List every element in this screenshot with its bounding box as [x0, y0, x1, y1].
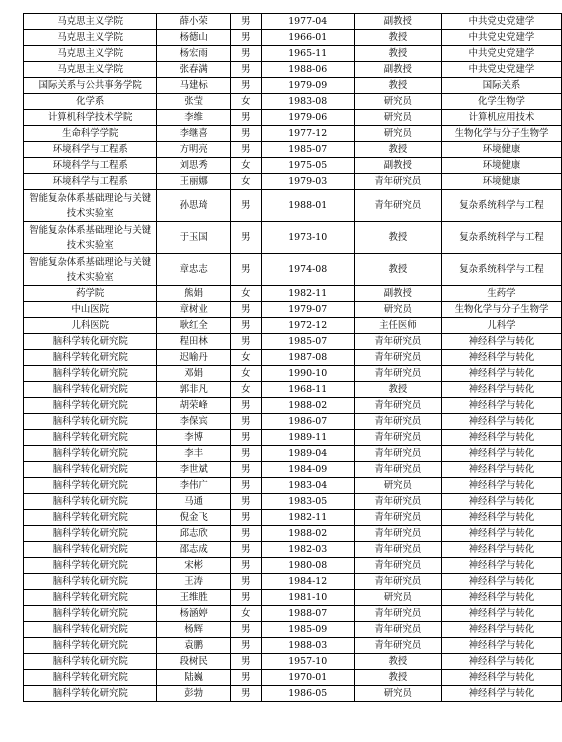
name-cell: 张莹 [157, 94, 230, 110]
gender-cell: 男 [230, 30, 261, 46]
title-cell: 研究员 [354, 94, 441, 110]
gender-cell: 男 [230, 462, 261, 478]
discipline-cell: 环境健康 [441, 174, 561, 190]
table-row [24, 286, 562, 302]
birth-date-cell: 1979-03 [261, 174, 354, 190]
discipline-cell: 生物化学与分子生物学 [441, 126, 561, 142]
name-cell: 李维 [157, 110, 230, 126]
gender-cell: 男 [230, 110, 261, 126]
title-cell: 青年研究员 [354, 542, 441, 558]
table-row [24, 478, 562, 494]
department-cell: 脑科学转化研究院 [24, 574, 157, 590]
discipline-cell: 神经科学与转化 [441, 510, 561, 526]
title-cell: 教授 [354, 382, 441, 398]
gender-cell: 男 [230, 78, 261, 94]
discipline-cell: 计算机应用技术 [441, 110, 561, 126]
department-cell: 脑科学转化研究院 [24, 382, 157, 398]
discipline-cell: 神经科学与转化 [441, 446, 561, 462]
title-cell: 青年研究员 [354, 494, 441, 510]
table-row [24, 366, 562, 382]
table-row [24, 174, 562, 190]
birth-date-cell: 1986-07 [261, 414, 354, 430]
table-row [24, 110, 562, 126]
gender-cell: 男 [230, 142, 261, 158]
discipline-cell: 中共党史党建学 [441, 46, 561, 62]
name-cell: 章树业 [157, 302, 230, 318]
name-cell: 程田林 [157, 334, 230, 350]
table-row [24, 622, 562, 638]
title-cell: 青年研究员 [354, 414, 441, 430]
birth-date-cell: 1979-09 [261, 78, 354, 94]
gender-cell: 男 [230, 190, 261, 222]
birth-date-cell: 1965-11 [261, 46, 354, 62]
birth-date-cell: 1966-01 [261, 30, 354, 46]
table-row [24, 62, 562, 78]
department-cell: 脑科学转化研究院 [24, 462, 157, 478]
discipline-cell: 神经科学与转化 [441, 334, 561, 350]
table-row [24, 654, 562, 670]
birth-date-cell: 1975-05 [261, 158, 354, 174]
department-cell: 脑科学转化研究院 [24, 446, 157, 462]
table-row [24, 78, 562, 94]
table-row [24, 574, 562, 590]
discipline-cell: 中共党史党建学 [441, 62, 561, 78]
name-cell: 方明亮 [157, 142, 230, 158]
name-cell: 袁鹏 [157, 638, 230, 654]
discipline-cell: 神经科学与转化 [441, 398, 561, 414]
table-row [24, 254, 562, 286]
title-cell: 青年研究员 [354, 622, 441, 638]
gender-cell: 男 [230, 638, 261, 654]
discipline-cell: 环境健康 [441, 158, 561, 174]
title-cell: 青年研究员 [354, 430, 441, 446]
birth-date-cell: 1957-10 [261, 654, 354, 670]
birth-date-cell: 1974-08 [261, 254, 354, 286]
department-cell: 脑科学转化研究院 [24, 542, 157, 558]
table-row [24, 318, 562, 334]
birth-date-cell: 1989-04 [261, 446, 354, 462]
gender-cell: 男 [230, 494, 261, 510]
gender-cell: 男 [230, 62, 261, 78]
title-cell: 教授 [354, 46, 441, 62]
department-cell: 脑科学转化研究院 [24, 686, 157, 702]
birth-date-cell: 1988-03 [261, 638, 354, 654]
gender-cell: 男 [230, 302, 261, 318]
discipline-cell: 神经科学与转化 [441, 478, 561, 494]
name-cell: 张春满 [157, 62, 230, 78]
department-cell: 马克思主义学院 [24, 46, 157, 62]
table-row [24, 14, 562, 30]
discipline-cell: 复杂系统科学与工程 [441, 222, 561, 254]
title-cell: 青年研究员 [354, 366, 441, 382]
name-cell: 孙思琦 [157, 190, 230, 222]
name-cell: 王维胜 [157, 590, 230, 606]
name-cell: 李世斌 [157, 462, 230, 478]
birth-date-cell: 1988-02 [261, 398, 354, 414]
discipline-cell: 神经科学与转化 [441, 686, 561, 702]
department-cell: 脑科学转化研究院 [24, 638, 157, 654]
name-cell: 耿红全 [157, 318, 230, 334]
name-cell: 李伟广 [157, 478, 230, 494]
birth-date-cell: 1970-01 [261, 670, 354, 686]
name-cell: 李保宾 [157, 414, 230, 430]
birth-date-cell: 1988-07 [261, 606, 354, 622]
name-cell: 陆巍 [157, 670, 230, 686]
gender-cell: 男 [230, 334, 261, 350]
table-row [24, 638, 562, 654]
discipline-cell: 神经科学与转化 [441, 574, 561, 590]
department-cell: 马克思主义学院 [24, 30, 157, 46]
department-cell: 脑科学转化研究院 [24, 366, 157, 382]
birth-date-cell: 1985-07 [261, 334, 354, 350]
birth-date-cell: 1984-12 [261, 574, 354, 590]
department-cell: 计算机科学技术学院 [24, 110, 157, 126]
gender-cell: 男 [230, 510, 261, 526]
discipline-cell: 神经科学与转化 [441, 558, 561, 574]
department-cell: 脑科学转化研究院 [24, 414, 157, 430]
discipline-cell: 神经科学与转化 [441, 350, 561, 366]
discipline-cell: 神经科学与转化 [441, 670, 561, 686]
birth-date-cell: 1983-08 [261, 94, 354, 110]
table-row [24, 542, 562, 558]
title-cell: 研究员 [354, 686, 441, 702]
discipline-cell: 神经科学与转化 [441, 382, 561, 398]
name-cell: 倪金飞 [157, 510, 230, 526]
table-row [24, 526, 562, 542]
birth-date-cell: 1973-10 [261, 222, 354, 254]
table-row [24, 334, 562, 350]
table-row [24, 222, 562, 254]
name-cell: 胡荣峰 [157, 398, 230, 414]
department-cell: 环境科学与工程系 [24, 158, 157, 174]
title-cell: 副教授 [354, 286, 441, 302]
birth-date-cell: 1988-01 [261, 190, 354, 222]
discipline-cell: 神经科学与转化 [441, 638, 561, 654]
birth-date-cell: 1987-08 [261, 350, 354, 366]
faculty-table [23, 13, 562, 702]
department-cell: 药学院 [24, 286, 157, 302]
table-row [24, 46, 562, 62]
gender-cell: 男 [230, 622, 261, 638]
table-row [24, 686, 562, 702]
discipline-cell: 神经科学与转化 [441, 622, 561, 638]
department-cell: 脑科学转化研究院 [24, 590, 157, 606]
discipline-cell: 生药学 [441, 286, 561, 302]
title-cell: 青年研究员 [354, 638, 441, 654]
name-cell: 马建标 [157, 78, 230, 94]
title-cell: 教授 [354, 222, 441, 254]
department-cell: 脑科学转化研究院 [24, 398, 157, 414]
department-cell: 儿科医院 [24, 318, 157, 334]
title-cell: 副教授 [354, 14, 441, 30]
name-cell: 王涛 [157, 574, 230, 590]
title-cell: 青年研究员 [354, 606, 441, 622]
table-row [24, 590, 562, 606]
gender-cell: 女 [230, 94, 261, 110]
title-cell: 副教授 [354, 62, 441, 78]
title-cell: 教授 [354, 254, 441, 286]
department-cell: 脑科学转化研究院 [24, 622, 157, 638]
department-cell: 国际关系与公共事务学院 [24, 78, 157, 94]
discipline-cell: 复杂系统科学与工程 [441, 190, 561, 222]
department-cell: 脑科学转化研究院 [24, 526, 157, 542]
discipline-cell: 神经科学与转化 [441, 654, 561, 670]
title-cell: 主任医师 [354, 318, 441, 334]
name-cell: 熊娟 [157, 286, 230, 302]
gender-cell: 男 [230, 542, 261, 558]
department-cell: 生命科学学院 [24, 126, 157, 142]
title-cell: 教授 [354, 670, 441, 686]
birth-date-cell: 1988-06 [261, 62, 354, 78]
department-cell: 脑科学转化研究院 [24, 606, 157, 622]
department-cell: 脑科学转化研究院 [24, 350, 157, 366]
table-row [24, 606, 562, 622]
table-row [24, 398, 562, 414]
gender-cell: 女 [230, 606, 261, 622]
gender-cell: 女 [230, 174, 261, 190]
title-cell: 教授 [354, 142, 441, 158]
birth-date-cell: 1983-05 [261, 494, 354, 510]
table-row [24, 670, 562, 686]
department-cell: 中山医院 [24, 302, 157, 318]
name-cell: 邓娟 [157, 366, 230, 382]
discipline-cell: 儿科学 [441, 318, 561, 334]
department-cell: 脑科学转化研究院 [24, 654, 157, 670]
table-row [24, 142, 562, 158]
title-cell: 教授 [354, 654, 441, 670]
name-cell: 彭勃 [157, 686, 230, 702]
birth-date-cell: 1977-12 [261, 126, 354, 142]
title-cell: 研究员 [354, 590, 441, 606]
discipline-cell: 神经科学与转化 [441, 590, 561, 606]
title-cell: 研究员 [354, 110, 441, 126]
gender-cell: 男 [230, 686, 261, 702]
name-cell: 迟喻丹 [157, 350, 230, 366]
gender-cell: 男 [230, 590, 261, 606]
table-row [24, 558, 562, 574]
department-cell: 脑科学转化研究院 [24, 510, 157, 526]
birth-date-cell: 1985-07 [261, 142, 354, 158]
birth-date-cell: 1983-04 [261, 478, 354, 494]
title-cell: 青年研究员 [354, 334, 441, 350]
gender-cell: 男 [230, 478, 261, 494]
name-cell: 李博 [157, 430, 230, 446]
birth-date-cell: 1968-11 [261, 382, 354, 398]
department-cell: 脑科学转化研究院 [24, 334, 157, 350]
discipline-cell: 中共党史党建学 [441, 14, 561, 30]
title-cell: 研究员 [354, 126, 441, 142]
gender-cell: 男 [230, 222, 261, 254]
discipline-cell: 神经科学与转化 [441, 606, 561, 622]
gender-cell: 男 [230, 446, 261, 462]
title-cell: 青年研究员 [354, 574, 441, 590]
department-cell: 环境科学与工程系 [24, 142, 157, 158]
table-row [24, 126, 562, 142]
table-row [24, 462, 562, 478]
title-cell: 青年研究员 [354, 526, 441, 542]
department-cell: 马克思主义学院 [24, 62, 157, 78]
name-cell: 段树民 [157, 654, 230, 670]
name-cell: 王丽娜 [157, 174, 230, 190]
title-cell: 青年研究员 [354, 510, 441, 526]
discipline-cell: 中共党史党建学 [441, 30, 561, 46]
name-cell: 于玉国 [157, 222, 230, 254]
department-cell: 化学系 [24, 94, 157, 110]
discipline-cell: 复杂系统科学与工程 [441, 254, 561, 286]
gender-cell: 男 [230, 254, 261, 286]
table-row [24, 190, 562, 222]
gender-cell: 女 [230, 382, 261, 398]
birth-date-cell: 1986-05 [261, 686, 354, 702]
name-cell: 薛小荣 [157, 14, 230, 30]
gender-cell: 女 [230, 350, 261, 366]
department-cell: 环境科学与工程系 [24, 174, 157, 190]
faculty-table-body [24, 14, 562, 702]
discipline-cell: 化学生物学 [441, 94, 561, 110]
title-cell: 教授 [354, 30, 441, 46]
title-cell: 青年研究员 [354, 350, 441, 366]
gender-cell: 女 [230, 286, 261, 302]
birth-date-cell: 1972-12 [261, 318, 354, 334]
birth-date-cell: 1981-10 [261, 590, 354, 606]
gender-cell: 男 [230, 14, 261, 30]
gender-cell: 男 [230, 670, 261, 686]
table-row [24, 446, 562, 462]
table-row [24, 30, 562, 46]
discipline-cell: 生物化学与分子生物学 [441, 302, 561, 318]
birth-date-cell: 1982-03 [261, 542, 354, 558]
gender-cell: 男 [230, 574, 261, 590]
title-cell: 研究员 [354, 302, 441, 318]
department-cell: 脑科学转化研究院 [24, 494, 157, 510]
title-cell: 教授 [354, 78, 441, 94]
discipline-cell: 神经科学与转化 [441, 414, 561, 430]
gender-cell: 男 [230, 430, 261, 446]
discipline-cell: 国际关系 [441, 78, 561, 94]
title-cell: 青年研究员 [354, 174, 441, 190]
birth-date-cell: 1977-04 [261, 14, 354, 30]
gender-cell: 男 [230, 558, 261, 574]
birth-date-cell: 1989-11 [261, 430, 354, 446]
name-cell: 杨宏雨 [157, 46, 230, 62]
name-cell: 刘思秀 [157, 158, 230, 174]
gender-cell: 男 [230, 654, 261, 670]
table-row [24, 510, 562, 526]
table-row [24, 302, 562, 318]
name-cell: 章忠志 [157, 254, 230, 286]
name-cell: 宋彬 [157, 558, 230, 574]
title-cell: 青年研究员 [354, 190, 441, 222]
department-cell: 智能复杂体系基础理论与关键技术实验室 [24, 222, 157, 254]
name-cell: 杨涵婷 [157, 606, 230, 622]
name-cell: 郭非凡 [157, 382, 230, 398]
discipline-cell: 神经科学与转化 [441, 542, 561, 558]
discipline-cell: 环境健康 [441, 142, 561, 158]
gender-cell: 女 [230, 158, 261, 174]
department-cell: 马克思主义学院 [24, 14, 157, 30]
name-cell: 李继喜 [157, 126, 230, 142]
birth-date-cell: 1984-09 [261, 462, 354, 478]
birth-date-cell: 1980-08 [261, 558, 354, 574]
birth-date-cell: 1979-06 [261, 110, 354, 126]
title-cell: 副教授 [354, 158, 441, 174]
table-row [24, 382, 562, 398]
gender-cell: 男 [230, 318, 261, 334]
gender-cell: 男 [230, 526, 261, 542]
birth-date-cell: 1982-11 [261, 510, 354, 526]
table-row [24, 430, 562, 446]
name-cell: 杨德山 [157, 30, 230, 46]
title-cell: 青年研究员 [354, 446, 441, 462]
name-cell: 李丰 [157, 446, 230, 462]
table-row [24, 350, 562, 366]
department-cell: 脑科学转化研究院 [24, 670, 157, 686]
birth-date-cell: 1979-07 [261, 302, 354, 318]
discipline-cell: 神经科学与转化 [441, 494, 561, 510]
discipline-cell: 神经科学与转化 [441, 430, 561, 446]
gender-cell: 男 [230, 398, 261, 414]
table-row [24, 94, 562, 110]
department-cell: 智能复杂体系基础理论与关键技术实验室 [24, 254, 157, 286]
department-cell: 脑科学转化研究院 [24, 558, 157, 574]
department-cell: 智能复杂体系基础理论与关键技术实验室 [24, 190, 157, 222]
birth-date-cell: 1988-02 [261, 526, 354, 542]
department-cell: 脑科学转化研究院 [24, 430, 157, 446]
name-cell: 邱志欣 [157, 526, 230, 542]
discipline-cell: 神经科学与转化 [441, 366, 561, 382]
birth-date-cell: 1985-09 [261, 622, 354, 638]
gender-cell: 男 [230, 46, 261, 62]
discipline-cell: 神经科学与转化 [441, 462, 561, 478]
table-row [24, 158, 562, 174]
title-cell: 青年研究员 [354, 398, 441, 414]
birth-date-cell: 1990-10 [261, 366, 354, 382]
title-cell: 研究员 [354, 478, 441, 494]
table-row [24, 494, 562, 510]
title-cell: 青年研究员 [354, 462, 441, 478]
birth-date-cell: 1982-11 [261, 286, 354, 302]
gender-cell: 男 [230, 414, 261, 430]
gender-cell: 女 [230, 366, 261, 382]
department-cell: 脑科学转化研究院 [24, 478, 157, 494]
title-cell: 青年研究员 [354, 558, 441, 574]
table-row [24, 414, 562, 430]
gender-cell: 男 [230, 126, 261, 142]
discipline-cell: 神经科学与转化 [441, 526, 561, 542]
name-cell: 马通 [157, 494, 230, 510]
name-cell: 邵志成 [157, 542, 230, 558]
name-cell: 杨辉 [157, 622, 230, 638]
